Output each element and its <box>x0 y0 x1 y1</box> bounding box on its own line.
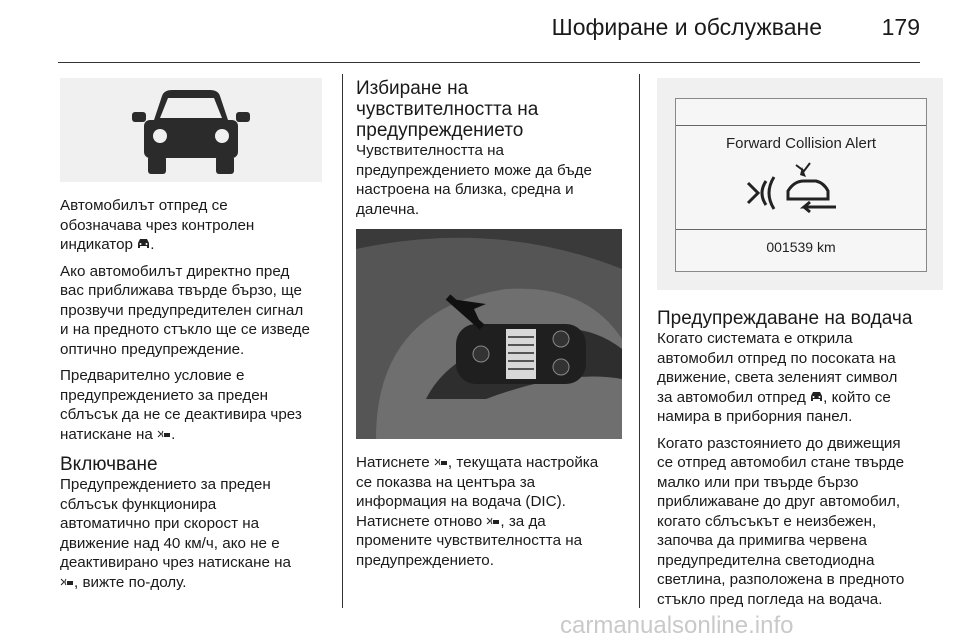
collision-alert-button-icon <box>434 456 448 468</box>
left-paragraph-3: Предварително условие е предупреждението за преден сблъсък да не се деактивира чрез натискане на . <box>60 367 302 443</box>
right-paragraph-1: Когато системата е открила автомобил отпред по посоката на движение, света зеленият символ за автомобил отпред , който се намира в приборния панел. <box>657 330 898 425</box>
middle-paragraph-2: Натиснете , текущата настройка се показва на центъра за информация на водача (DIC). Натиснете отново , за да промените чувствителността на предупреждението. <box>356 454 599 569</box>
column-divider-1 <box>342 74 343 608</box>
section-heading-driver-alert: Предупреждаване на водача <box>657 308 913 329</box>
section-heading-sensitivity: Избиране на чувствителността на предупреждението <box>356 78 539 141</box>
left-paragraph-2: Ако автомобилът директно пред вас приближава твърде бързо, ще прозвучи предупредителен сигнал и на предното стъкло ще се изведе оптично предупреждение. <box>60 262 310 358</box>
right-paragraph-2: Когато разстоянието до движещия се отпред автомобил стане твърде малко или при твърде бързо приближаване до друг автомобил, когато сблъсъкът е неизбежен, започва да примигва червена предупредителна светодиодна светлина, разположена в предното стъкло пред погледа на водача. <box>657 434 905 608</box>
middle-paragraph-1: Чувствителността на предупреждението може да бъде настроена на близка, средна и далечна. <box>356 142 592 218</box>
dic-odometer: 001539 km <box>766 239 836 255</box>
collision-alert-button-icon <box>60 576 74 588</box>
steering-wheel-image <box>356 229 622 439</box>
collision-alert-button-icon <box>486 515 500 527</box>
car-indicator-image <box>60 78 322 182</box>
car-front-icon <box>137 238 150 250</box>
page-number: 179 <box>881 14 920 40</box>
section-heading-enable: Включване <box>60 454 158 475</box>
left-paragraph-4: Предупреждението за преден сблъсък функционира автоматично при скорост на движение над 40 км/ч, ако не е деактивирано чрез натискане на , вижте по-долу. <box>60 476 292 591</box>
left-column <box>60 78 330 599</box>
dic-screen <box>675 98 927 272</box>
right-column <box>657 78 927 616</box>
middle-column <box>356 78 626 577</box>
collision-alert-button-icon <box>157 428 171 440</box>
header-rule <box>58 62 920 63</box>
steering-wheel-controls-icon <box>356 229 622 439</box>
car-front-icon <box>810 391 823 403</box>
dic-top-rule <box>676 125 926 126</box>
collision-warning-symbol-icon <box>744 161 854 221</box>
page-header-title: Шофиране и обслужване <box>551 14 822 40</box>
dic-title: Forward Collision Alert <box>725 135 877 152</box>
dic-bottom-rule <box>676 229 926 230</box>
dic-display-image <box>657 78 943 290</box>
left-paragraph-1: Автомобилът отпред се обозначава чрез контролен индикатор . <box>60 197 255 253</box>
column-divider-2 <box>639 74 640 608</box>
car-front-icon <box>60 78 322 182</box>
watermark: carmanualsonline.info <box>560 612 794 639</box>
